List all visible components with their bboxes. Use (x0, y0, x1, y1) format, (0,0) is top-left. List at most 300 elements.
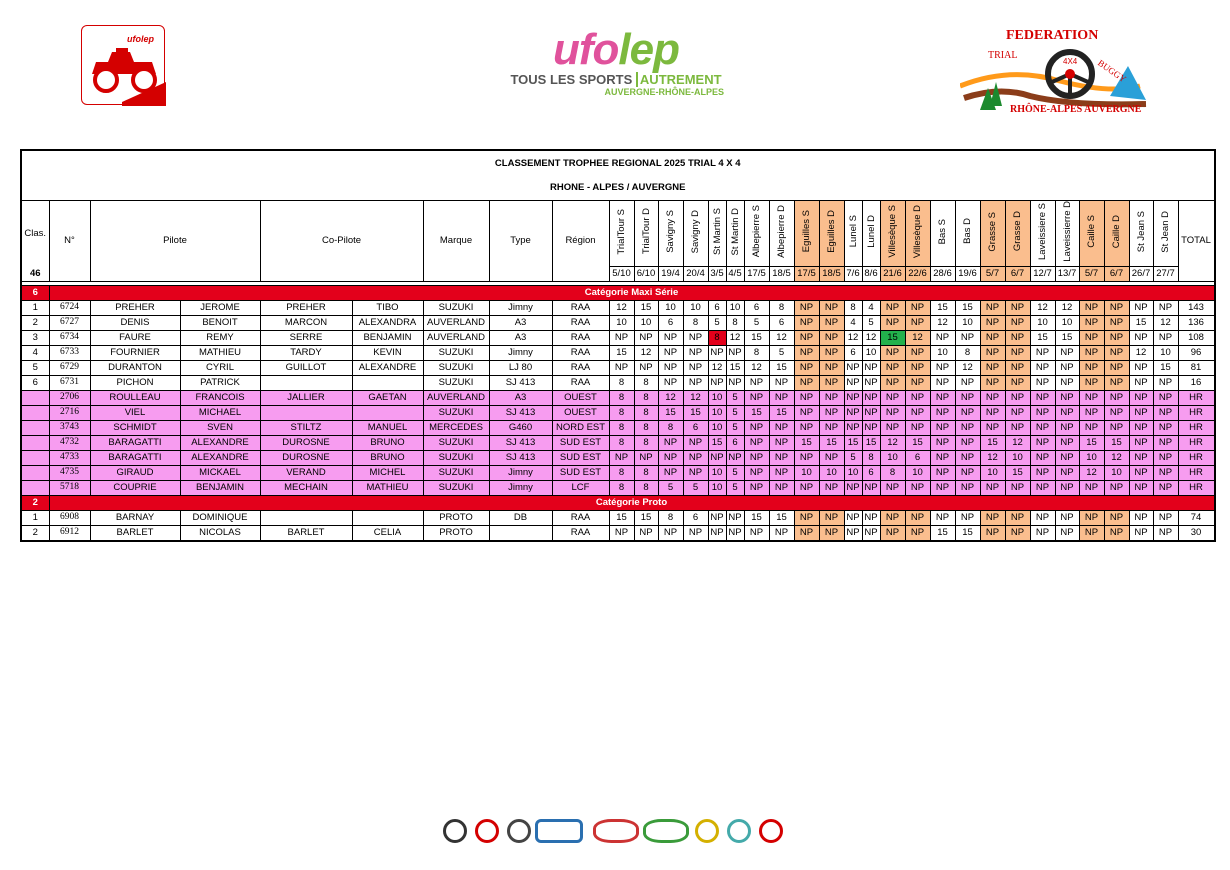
score-cell: 12 (1104, 450, 1129, 465)
score-cell: 15 (955, 525, 980, 541)
score-cell: NP (1129, 420, 1153, 435)
col-header-event (980, 201, 1005, 267)
total-cell: 96 (1178, 345, 1215, 360)
score-cell: 8 (683, 315, 708, 330)
copilot-lastname-cell: TARDY (260, 345, 352, 360)
pilot-lastname-cell: SCHMIDT (90, 420, 180, 435)
total-cell: 81 (1178, 360, 1215, 375)
event-date: 8/6 (862, 266, 880, 281)
score-cell: NP (930, 405, 955, 420)
region-cell: LCF (552, 480, 609, 495)
event-date: 13/7 (1055, 266, 1079, 281)
col-header-event (726, 201, 744, 267)
score-cell: NP (794, 420, 819, 435)
score-cell: NP (1079, 300, 1104, 315)
score-cell: 15 (1104, 435, 1129, 450)
event-date: 26/7 (1129, 266, 1153, 281)
score-cell: NP (955, 405, 980, 420)
event-date: 28/6 (930, 266, 955, 281)
score-cell: NP (708, 375, 726, 390)
score-cell: NP (609, 450, 634, 465)
event-date: 22/6 (905, 266, 930, 281)
event-name: Caille S (1086, 214, 1097, 248)
number-cell: 4733 (49, 450, 90, 465)
col-header-event (683, 201, 708, 267)
score-cell: NP (955, 420, 980, 435)
score-cell: NP (844, 405, 862, 420)
score-cell: NP (726, 375, 744, 390)
copilot-firstname-cell: KEVIN (352, 345, 423, 360)
score-cell: NP (1153, 405, 1178, 420)
score-cell: NP (905, 510, 930, 525)
club-logo-1 (443, 819, 467, 843)
col-header-type: Type (489, 201, 552, 282)
score-cell: NP (1153, 435, 1178, 450)
score-cell: NP (683, 375, 708, 390)
col-header-marque: Marque (423, 201, 489, 282)
col-header-total: TOTAL (1178, 201, 1215, 282)
table-row (21, 390, 1215, 405)
score-cell: NP (1030, 465, 1055, 480)
score-cell: NP (1104, 345, 1129, 360)
pilot-firstname-cell: JEROME (180, 300, 260, 315)
score-cell: NP (1153, 510, 1178, 525)
score-cell: 8 (634, 465, 658, 480)
type-cell: A3 (489, 315, 552, 330)
table-row (21, 405, 1215, 420)
score-cell: NP (819, 360, 844, 375)
score-cell: 15 (930, 525, 955, 541)
score-cell: 10 (708, 420, 726, 435)
score-cell: NP (1129, 300, 1153, 315)
pilot-lastname-cell: ROULLEAU (90, 390, 180, 405)
table-row (21, 330, 1215, 345)
number-cell: 6734 (49, 330, 90, 345)
score-cell: NP (930, 330, 955, 345)
rank-cell (21, 450, 49, 465)
score-cell: NP (862, 390, 880, 405)
score-cell: 15 (683, 405, 708, 420)
rank-cell (21, 465, 49, 480)
col-header-clas: Clas. (21, 201, 49, 267)
score-cell: NP (880, 375, 905, 390)
score-cell: NP (794, 345, 819, 360)
score-cell: 5 (683, 480, 708, 495)
logo-trial-text: TRIAL (988, 50, 1018, 61)
score-cell: NP (1129, 405, 1153, 420)
copilot-firstname-cell: ALEXANDRA (352, 315, 423, 330)
score-cell: NP (1005, 345, 1030, 360)
score-cell: NP (1129, 480, 1153, 495)
score-cell: NP (1030, 420, 1055, 435)
brand-cell: SUZUKI (423, 450, 489, 465)
score-cell: 10 (726, 300, 744, 315)
score-cell: NP (1030, 480, 1055, 495)
number-cell: 6727 (49, 315, 90, 330)
score-cell: 10 (980, 465, 1005, 480)
score-cell: 10 (1055, 315, 1079, 330)
score-cell: 10 (844, 465, 862, 480)
score-cell: NP (1079, 330, 1104, 345)
score-cell: 12 (634, 345, 658, 360)
score-cell: NP (930, 480, 955, 495)
pilot-lastname-cell: FOURNIER (90, 345, 180, 360)
number-cell: 6729 (49, 360, 90, 375)
table-row (21, 300, 1215, 315)
score-cell: NP (769, 450, 794, 465)
score-cell: NP (658, 435, 683, 450)
brand-cell: SUZUKI (423, 480, 489, 495)
score-cell: NP (1005, 525, 1030, 541)
copilot-lastname-cell: BARLET (260, 525, 352, 541)
score-cell: NP (905, 360, 930, 375)
pilot-firstname-cell: DOMINIQUE (180, 510, 260, 525)
subtitle-row (21, 175, 1215, 201)
score-cell: NP (980, 405, 1005, 420)
event-name: Grasse D (1012, 211, 1023, 252)
region-cell: RAA (552, 315, 609, 330)
score-cell: NP (1005, 375, 1030, 390)
score-cell: 12 (708, 360, 726, 375)
score-cell: 6 (905, 450, 930, 465)
score-cell: 5 (726, 420, 744, 435)
copilot-lastname-cell: JALLIER (260, 390, 352, 405)
col-header-event (1129, 201, 1153, 267)
ufolep-region: AUVERGNE-RHÔNE-ALPES (604, 87, 724, 97)
score-cell: 8 (609, 390, 634, 405)
score-cell: NP (1055, 375, 1079, 390)
club-logo-8 (727, 819, 751, 843)
score-cell: NP (744, 420, 769, 435)
score-cell: NP (794, 390, 819, 405)
col-header-num: N° (49, 201, 90, 282)
score-cell: NP (1104, 510, 1129, 525)
score-cell: NP (1055, 435, 1079, 450)
score-cell: NP (1030, 435, 1055, 450)
copilot-firstname-cell: MATHIEU (352, 480, 423, 495)
score-cell: NP (658, 330, 683, 345)
score-cell: NP (905, 300, 930, 315)
col-header-event (905, 201, 930, 267)
score-cell: NP (1005, 300, 1030, 315)
score-cell: NP (1055, 405, 1079, 420)
pilot-lastname-cell: PICHON (90, 375, 180, 390)
score-cell: NP (819, 390, 844, 405)
score-cell: NP (794, 315, 819, 330)
total-entries-count: 46 (21, 266, 49, 281)
score-cell: NP (1104, 525, 1129, 541)
score-cell: NP (930, 465, 955, 480)
number-cell: 6731 (49, 375, 90, 390)
score-cell: 8 (726, 315, 744, 330)
score-cell: 6 (726, 435, 744, 450)
score-cell: NP (1104, 405, 1129, 420)
score-cell: 12 (844, 330, 862, 345)
score-cell: NP (1005, 405, 1030, 420)
pilot-firstname-cell: SVEN (180, 420, 260, 435)
score-cell: NP (930, 390, 955, 405)
ufolep-logo (502, 25, 730, 108)
rank-cell (21, 480, 49, 495)
score-cell: NP (819, 300, 844, 315)
brand-cell: PROTO (423, 525, 489, 541)
rank-cell: 1 (21, 510, 49, 525)
score-cell: NP (683, 345, 708, 360)
event-name: Albepierre S (751, 205, 762, 258)
rank-cell: 3 (21, 330, 49, 345)
pilot-lastname-cell: BARAGATTI (90, 435, 180, 450)
score-cell: NP (1055, 525, 1079, 541)
total-cell: HR (1178, 405, 1215, 420)
score-cell: 5 (726, 480, 744, 495)
score-cell: NP (819, 480, 844, 495)
score-cell: 10 (708, 480, 726, 495)
score-cell: 15 (1129, 315, 1153, 330)
score-cell: 15 (609, 345, 634, 360)
score-cell: 12 (744, 360, 769, 375)
score-cell: 15 (634, 300, 658, 315)
score-cell: NP (1055, 390, 1079, 405)
category-label: Catégorie Maxi Série (49, 285, 1215, 300)
score-cell: NP (980, 345, 1005, 360)
score-cell: NP (955, 480, 980, 495)
score-cell: NP (955, 330, 980, 345)
score-cell: NP (1079, 360, 1104, 375)
score-cell: NP (1104, 300, 1129, 315)
total-cell: 108 (1178, 330, 1215, 345)
score-cell: 6 (708, 300, 726, 315)
score-cell: 15 (980, 435, 1005, 450)
pilot-firstname-cell: REMY (180, 330, 260, 345)
score-cell: NP (930, 360, 955, 375)
score-cell: 8 (862, 450, 880, 465)
col-header-event (1153, 201, 1178, 267)
ufolep-tagline: TOUS LES SPORTS AUTREMENT (510, 72, 722, 87)
score-cell: NP (1005, 420, 1030, 435)
event-date: 20/4 (683, 266, 708, 281)
score-cell: 15 (744, 405, 769, 420)
score-cell: 15 (1055, 330, 1079, 345)
score-cell: 10 (1079, 450, 1104, 465)
brand-cell: SUZUKI (423, 300, 489, 315)
score-cell: NP (1104, 360, 1129, 375)
score-cell: NP (1055, 360, 1079, 375)
col-header-event (1005, 201, 1030, 267)
score-cell: 12 (1005, 435, 1030, 450)
score-cell: NP (1129, 390, 1153, 405)
score-cell: 5 (769, 345, 794, 360)
score-cell: NP (819, 375, 844, 390)
number-cell: 6724 (49, 300, 90, 315)
score-cell: 15 (1079, 435, 1104, 450)
score-cell: 5 (862, 315, 880, 330)
4x4-logo (643, 819, 689, 843)
score-cell: NP (1129, 525, 1153, 541)
score-cell: NP (1030, 390, 1055, 405)
event-name: Villesèque S (887, 205, 898, 258)
score-cell: NP (683, 450, 708, 465)
copilot-lastname-cell: PREHER (260, 300, 352, 315)
score-cell: NP (880, 480, 905, 495)
score-cell: 8 (880, 465, 905, 480)
rank-cell (21, 435, 49, 450)
score-cell: NP (744, 450, 769, 465)
col-header-event (819, 201, 844, 267)
event-date: 19/4 (658, 266, 683, 281)
score-cell: NP (1079, 345, 1104, 360)
number-cell: 6908 (49, 510, 90, 525)
score-cell: NP (1153, 330, 1178, 345)
table-row (21, 420, 1215, 435)
score-cell: NP (794, 360, 819, 375)
score-cell: 8 (634, 405, 658, 420)
score-cell: 15 (1153, 360, 1178, 375)
score-cell: NP (1005, 390, 1030, 405)
score-cell: NP (1129, 465, 1153, 480)
score-cell: 8 (609, 420, 634, 435)
score-cell: NP (769, 435, 794, 450)
rank-cell (21, 405, 49, 420)
score-cell: 8 (955, 345, 980, 360)
total-cell: HR (1178, 390, 1215, 405)
region-cell: RAA (552, 345, 609, 360)
event-date: 18/5 (819, 266, 844, 281)
score-cell: 8 (634, 435, 658, 450)
ufolep-wordmark: ufolep (553, 25, 679, 74)
rank-cell: 2 (21, 525, 49, 541)
score-cell: 12 (609, 300, 634, 315)
copilot-firstname-cell: MANUEL (352, 420, 423, 435)
region-cell: RAA (552, 510, 609, 525)
number-cell: 6912 (49, 525, 90, 541)
score-cell: 15 (744, 510, 769, 525)
copilot-lastname-cell: MARCON (260, 315, 352, 330)
score-cell: NP (794, 330, 819, 345)
score-cell: 6 (683, 420, 708, 435)
score-cell: NP (1030, 345, 1055, 360)
event-date: 6/7 (1104, 266, 1129, 281)
score-cell: 10 (1005, 450, 1030, 465)
score-cell: NP (880, 345, 905, 360)
score-cell: NP (862, 480, 880, 495)
score-cell: 15 (1030, 330, 1055, 345)
type-cell (489, 525, 552, 541)
score-cell: 5 (658, 480, 683, 495)
event-name: Eguilles D (826, 209, 837, 253)
score-cell: 12 (1129, 345, 1153, 360)
score-cell: NP (880, 420, 905, 435)
col-header-region: Région (552, 201, 609, 282)
event-name: Albepierre D (776, 204, 787, 258)
score-cell: 15 (609, 510, 634, 525)
score-cell: NP (955, 510, 980, 525)
total-cell: 16 (1178, 375, 1215, 390)
pilot-firstname-cell: FRANCOIS (180, 390, 260, 405)
event-date: 6/7 (1005, 266, 1030, 281)
col-header-event (1079, 201, 1104, 267)
table-row (21, 450, 1215, 465)
event-name: St Martin D (729, 207, 741, 256)
total-cell: 136 (1178, 315, 1215, 330)
score-cell: NP (819, 450, 844, 465)
event-name: Caille D (1111, 214, 1122, 248)
type-cell: SJ 413 (489, 435, 552, 450)
score-cell: NP (905, 420, 930, 435)
federation-logo (593, 819, 639, 843)
type-cell: G460 (489, 420, 552, 435)
score-cell: 8 (609, 465, 634, 480)
ufolep-4x4-logo (81, 25, 165, 105)
score-cell: NP (1030, 510, 1055, 525)
score-cell: NP (880, 315, 905, 330)
score-cell: NP (844, 375, 862, 390)
brand-cell: SUZUKI (423, 345, 489, 360)
pilot-firstname-cell: CYRIL (180, 360, 260, 375)
score-cell: NP (794, 480, 819, 495)
pilot-lastname-cell: GIRAUD (90, 465, 180, 480)
col-header-event (930, 201, 955, 267)
score-cell: 12 (955, 360, 980, 375)
score-cell: NP (905, 525, 930, 541)
score-cell: NP (905, 405, 930, 420)
score-cell: NP (1129, 435, 1153, 450)
score-cell: 10 (794, 465, 819, 480)
score-cell: 15 (708, 435, 726, 450)
pilot-lastname-cell: BARAGATTI (90, 450, 180, 465)
score-cell: 10 (683, 300, 708, 315)
copilot-lastname-cell: STILTZ (260, 420, 352, 435)
copilot-lastname-cell (260, 375, 352, 390)
table-row (21, 465, 1215, 480)
score-cell: NP (980, 330, 1005, 345)
score-cell: NP (1104, 315, 1129, 330)
score-cell: NP (634, 330, 658, 345)
score-cell: 15 (769, 405, 794, 420)
score-cell: 8 (609, 435, 634, 450)
score-cell: NP (744, 525, 769, 541)
score-cell: 8 (634, 390, 658, 405)
table-row (21, 345, 1215, 360)
col-header-event (1104, 201, 1129, 267)
event-date: 6/10 (634, 266, 658, 281)
score-cell: NP (880, 405, 905, 420)
score-cell: 12 (930, 315, 955, 330)
score-cell: 6 (769, 315, 794, 330)
col-header-event (658, 201, 683, 267)
score-cell: NP (880, 390, 905, 405)
score-cell: NP (1104, 375, 1129, 390)
score-cell: NP (1129, 360, 1153, 375)
score-cell: NP (862, 525, 880, 541)
score-cell: NP (769, 480, 794, 495)
event-date: 12/7 (1030, 266, 1055, 281)
event-name: Bas D (962, 218, 973, 245)
col-header-event (744, 201, 769, 267)
score-cell: 8 (658, 420, 683, 435)
pilot-firstname-cell: NICOLAS (180, 525, 260, 541)
score-cell: 10 (905, 465, 930, 480)
event-name: Bas S (937, 218, 948, 245)
copilot-lastname-cell: VERAND (260, 465, 352, 480)
category-row (21, 285, 1215, 300)
score-cell: 12 (683, 390, 708, 405)
score-cell: NP (930, 420, 955, 435)
category-count: 2 (21, 495, 49, 510)
score-cell: 8 (769, 300, 794, 315)
type-cell: SJ 413 (489, 375, 552, 390)
region-cell: SUD EST (552, 450, 609, 465)
score-cell: NP (880, 300, 905, 315)
